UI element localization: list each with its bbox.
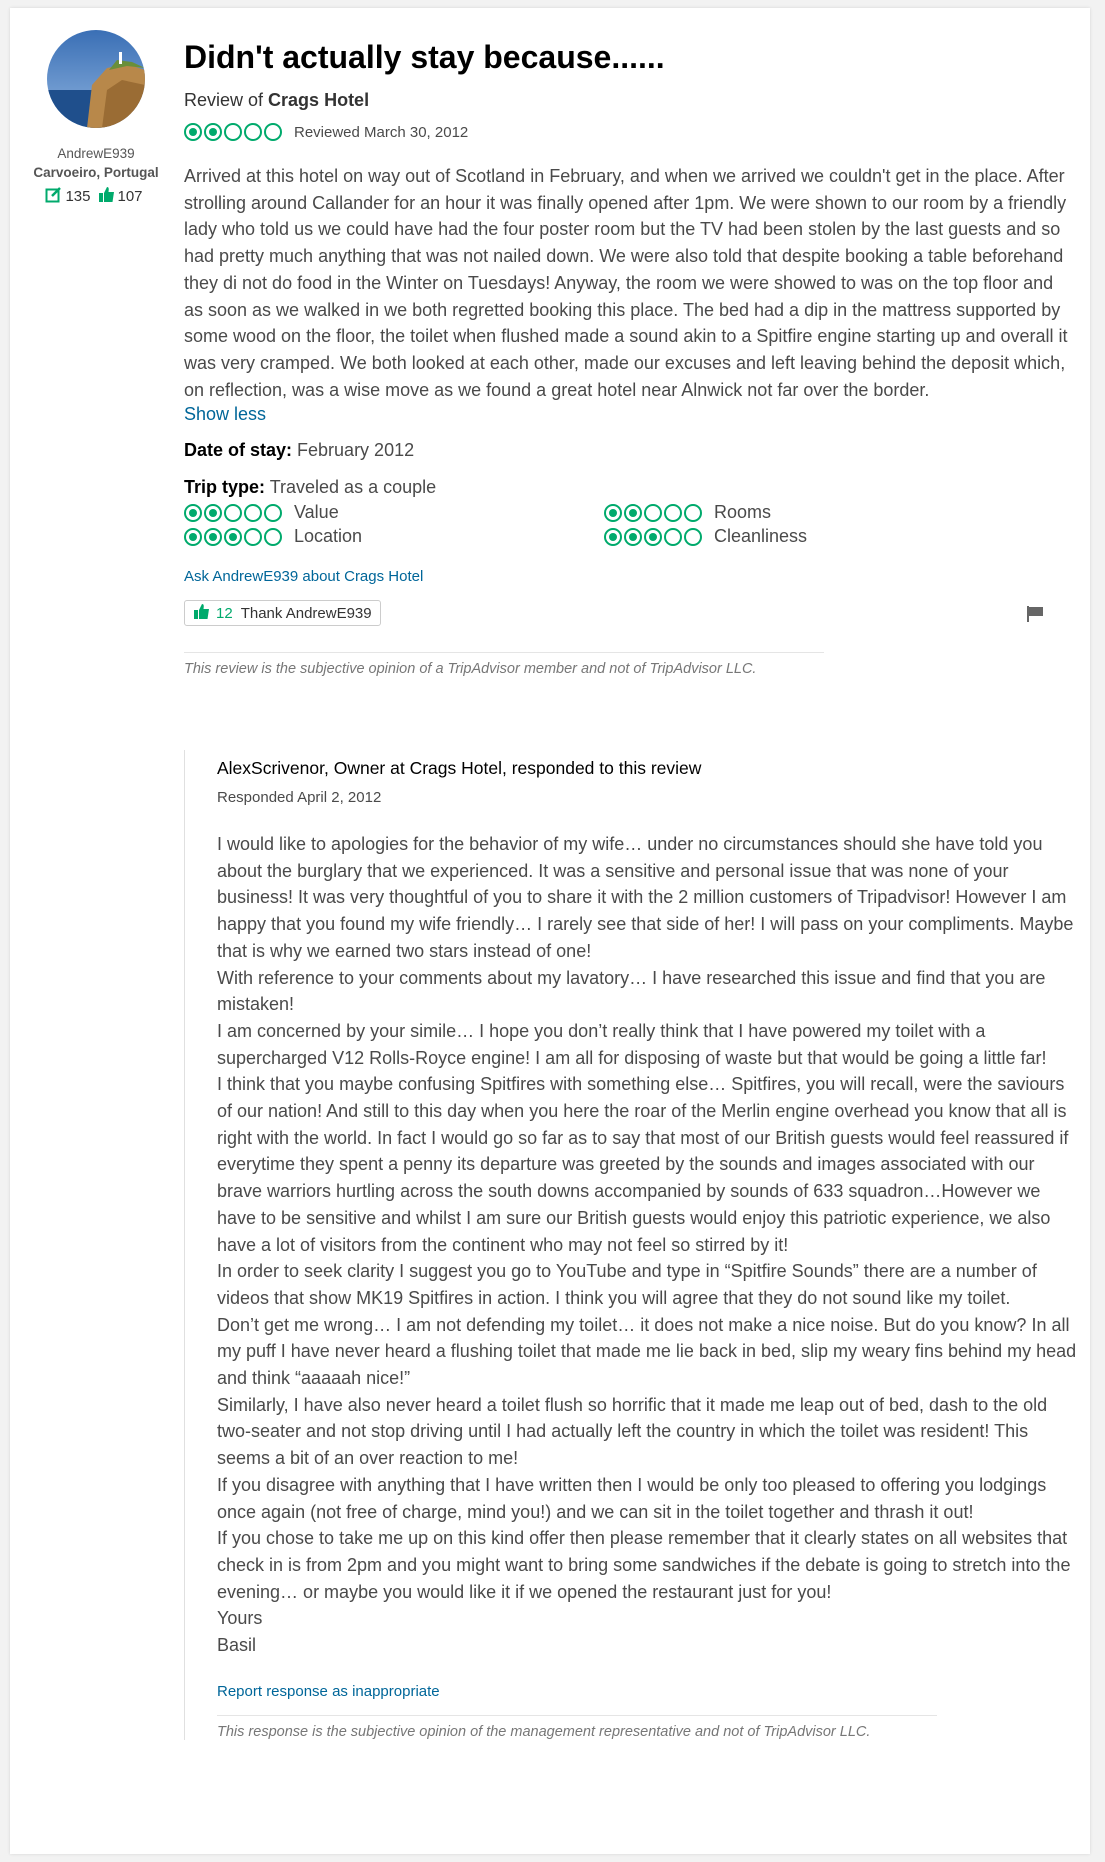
rating-bubble-filled [204,504,222,522]
helpful-votes-count: 107 [117,188,143,205]
trip-type-value: Traveled as a couple [265,477,437,498]
review-main [184,30,1068,678]
rating-value [184,502,339,523]
rating-location [184,526,362,547]
response-paragraph: I think that you maybe confusing Spitfires with something else… Spitfires, you will recall, were the saviours of our nation! And still to this day when you here the roar of the Merlin engine overhead you know that all is right with the world. In fact I would go so far as to say that most of our British guests would feel reassured if everytime they spent a penny its departure was greeted by the sounds and images associated with our brave warriors hurtling across the south downs accompanied by sounds of 633 squadron…However we have to be sensitive and whilst I am sure our British guests would enjoy this patriotic experience, we also have a lot of visitors from the continent who may not feel so stirred by it! [217,1074,1069,1255]
rating-bubble-filled [184,528,202,546]
date-of-stay-value: February 2012 [292,440,415,461]
rating-bubble-filled [184,123,202,141]
member-location: Carvoeiro, Portugal [33,165,159,180]
rating-bubble-empty [264,504,282,522]
rating-bubble-empty [264,123,282,141]
response-paragraph: Yours [217,1608,263,1629]
response-disclaimer: This response is the subjective opinion of the management representative and not of TripAdvisor LLC. [217,1723,871,1740]
ask-member-link[interactable]: Ask AndrewE939 about Crags Hotel [184,568,424,586]
trip-type [184,477,1064,498]
rating-cleanliness [604,526,807,547]
rating-bubble-filled [644,528,662,546]
rating-bubble-empty [664,528,682,546]
report-response-link[interactable]: Report response as inappropriate [217,1682,440,1700]
rating-rooms-bubbles [604,504,702,522]
response-paragraph: I am concerned by your simile… I hope you don’t really think that I have powered my toilet with a supercharged V12 Rolls-Royce engine! I am all for disposing of waste but that would be going a little far! [217,1020,1047,1068]
response-body [217,831,1077,1659]
rating-bubble-empty [244,504,262,522]
thank-button[interactable] [184,600,381,626]
flag-icon[interactable] [1026,605,1044,628]
rating-bubble-empty [664,504,682,522]
rating-bubble-empty [224,504,242,522]
rating-bubble-filled [624,504,642,522]
rating-bubble-empty [264,528,282,546]
rating-value-bubbles [184,504,282,522]
date-of-stay [184,440,1064,461]
thank-count: 12 [216,604,233,622]
response-header: AlexScrivenor, Owner at Crags Hotel, responded to this review [217,758,702,778]
rating-bubble-filled [204,123,222,141]
rating-bubble-empty [244,123,262,141]
management-response [184,750,1077,1740]
response-paragraph: Similarly, I have also never heard a toilet flush so horrific that it made me leap out of bed, dash to the old two-seater and not stop driving until I had actually left the country in which the toilet was resident! This seems a bit of an over reaction to me! [217,1394,1048,1469]
review-disclaimer: This review is the subjective opinion of a TripAdvisor member and not of TripAdvisor LLC. [184,661,757,678]
overall-rating-row [184,123,1064,141]
trip-type-label: Trip type: [184,477,266,498]
avatar[interactable] [47,30,145,128]
response-paragraph: If you disagree with anything that I have written then I would be only too pleased to offering you lodgings once again (not free of charge, mind you!) and we can sit in the toilet together and thrash it out! [217,1474,1047,1522]
rating-location-bubbles [184,528,282,546]
thumbs-up-icon [98,186,115,207]
rating-bubble-filled [624,528,642,546]
rating-bubble-empty [644,504,662,522]
show-less-link[interactable]: Show less [184,404,267,425]
reviewed-date: Reviewed March 30, 2012 [294,123,469,141]
review-body: Arrived at this hotel on way out of Scotland in February, and when we arrived we couldn't get in the place. After strolling around Callander for an hour it was finally opened after 1pm. We were shown to our room by a friendly lady who told us we could have had the four poster room but the TV had been stolen by the last guests and so had pretty much anything that was not nailed down. We were also told that despite booking a table beforehand they di not do food in the Winter on Tuesdays! Anyway, the room we were showed to was on the top floor and as soon as we walked in we both regretted booking this place. The bed had a dip in the mattress supported by some wood on the floor, the toilet when flushed made a sound akin to a Spitfire engine starting up and overall it was very cramped. We both looked at each other, made our excuses and left leaving behind the deposit which, on reflection, was a wise move as we found a great hotel near Alnwick not far over the border. [184,166,1068,400]
rating-bubble-empty [224,123,242,141]
rating-bubble-filled [604,528,622,546]
sub-ratings [184,502,1064,552]
response-paragraph: If you chose to take me up on this kind offer then please remember that it clearly states on all websites that check in is from 2pm and you might want to bring some sandwiches if the debate is going to stretch into the evening… or maybe you would like it if we opened the restaurant just for you! [217,1528,1071,1602]
review-count-icon [45,186,62,207]
thank-label: Thank AndrewE939 [240,604,372,622]
rating-location-label: Location [294,526,363,547]
overall-rating-bubbles [184,123,282,141]
response-divider [217,1715,937,1716]
member-username[interactable]: AndrewE939 [57,146,135,161]
review-card [10,8,1090,1854]
rating-rooms [604,502,771,523]
response-paragraph: With reference to your comments about my lavatory… I have researched this issue and find that you are mistaken! [217,967,1046,1015]
review-divider [184,652,824,653]
thank-row [184,600,1064,630]
member-info [10,30,182,207]
rating-cleanliness-label: Cleanliness [714,526,808,547]
date-of-stay-label: Date of stay: [184,440,293,461]
response-paragraph: I would like to apologies for the behavior of my wife… under no circumstances should she have told you about the burglary that we experienced. It was a sensitive and personal issue that was none of your business! It was very thoughtful of you to share it with the 2 million customers of Tripadvisor! However I am happy that you found my wife friendly… I rarely see that side of her! I will pass on your compliments. Maybe that is why we earned two stars instead of one! [217,834,1074,961]
response-paragraph: Don’t get me wrong… I am not defending my toilet… it does not make a nice noise. But do you know? In all my puff I have never heard a flushing toilet that made me lie back in bed, slip my weary fins behind my head and think “aaaaah nice!” [217,1314,1077,1389]
rating-bubble-filled [184,504,202,522]
rating-value-label: Value [294,502,339,523]
review-of-prefix: Review of [184,90,269,110]
member-contributions [10,186,182,207]
review-title[interactable]: Didn't actually stay because...... [184,39,665,75]
response-paragraph: In order to seek clarity I suggest you go to YouTube and type in “Spitfire Sounds” there are a number of videos that show MK19 Spitfires in action. I think you will agree that they do not sound like my toilet. [217,1261,1037,1308]
rating-bubble-empty [684,504,702,522]
reviews-count: 135 [65,188,91,205]
rating-bubble-filled [224,528,242,546]
rating-bubble-empty [244,528,262,546]
rating-cleanliness-bubbles [604,528,702,546]
response-date: Responded April 2, 2012 [217,789,382,806]
thumbs-up-icon [193,603,210,624]
rating-rooms-label: Rooms [714,502,772,523]
review-of [184,90,1064,111]
rating-bubble-filled [604,504,622,522]
hotel-name[interactable]: Crags Hotel [268,90,370,110]
rating-bubble-empty [684,528,702,546]
response-signature: Basil [217,1635,257,1656]
rating-bubble-filled [204,528,222,546]
